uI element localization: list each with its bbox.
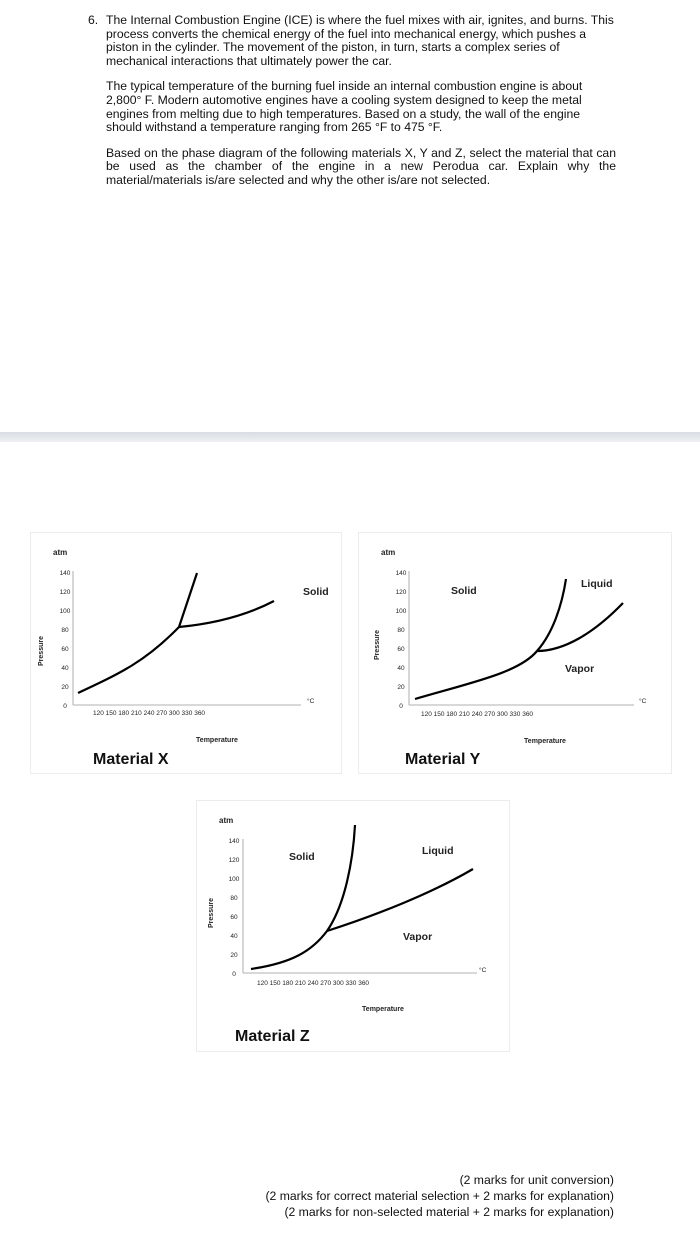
y-tick: 60 <box>230 914 238 921</box>
y-axis-ticks <box>396 570 407 710</box>
question-paragraph-3: Based on the phase diagram of the following materials X, Y and Z, select the material that can be used as the chamber of the engine in a new Perodua car. Explain why the material/materials is/are selected and why the other is/are not selected. <box>106 145 616 187</box>
x-axis-label: Temperature <box>196 737 238 744</box>
solid-region-label: Solid <box>303 586 329 598</box>
solid-boundary-curve <box>78 573 197 693</box>
solid-region-label: Solid <box>289 851 315 863</box>
y-tick: 40 <box>61 665 69 672</box>
x-unit: °C <box>307 698 315 705</box>
y-tick: 0 <box>63 703 67 710</box>
y-tick: 20 <box>61 684 69 691</box>
x-axis-label: Temperature <box>524 738 566 745</box>
y-tick: 120 <box>59 589 71 596</box>
liquid-region-label: Liquid <box>581 578 613 590</box>
marks-line-3: (2 marks for non-selected material + 2 marks for explanation) <box>284 1205 614 1219</box>
y-axis-ticks <box>60 570 71 710</box>
y-unit: atm <box>219 816 234 825</box>
question-block <box>88 14 616 200</box>
solid-region-label: Solid <box>451 585 477 597</box>
y-tick: 100 <box>395 608 407 615</box>
y-unit: atm <box>53 548 68 557</box>
y-tick: 0 <box>232 971 236 978</box>
y-axis-label: Pressure <box>38 636 45 666</box>
x-axis-ticks: 120 150 180 210 240 270 300 330 360 <box>93 710 206 717</box>
y-unit: atm <box>381 548 396 557</box>
phase-diagram-material-z <box>196 800 510 1052</box>
material-z-title: Material Z <box>235 1028 310 1045</box>
marks-line-1: (2 marks for unit conversion) <box>459 1173 614 1187</box>
y-axis-label: Pressure <box>374 630 381 660</box>
y-tick: 120 <box>228 857 240 864</box>
y-tick: 80 <box>61 627 69 634</box>
solid-boundary-curve <box>251 825 355 969</box>
y-tick: 0 <box>399 703 403 710</box>
y-tick: 40 <box>397 665 405 672</box>
y-tick: 120 <box>395 589 407 596</box>
y-tick: 20 <box>397 684 405 691</box>
y-axis-label: Pressure <box>208 898 215 928</box>
x-unit: °C <box>639 698 647 705</box>
upper-boundary-curve <box>179 601 274 627</box>
y-axis-ticks <box>229 838 240 978</box>
x-unit: °C <box>479 967 487 974</box>
vapor-region-label: Vapor <box>565 663 595 675</box>
liquid-region-label: Liquid <box>422 845 454 857</box>
y-tick: 140 <box>59 570 71 577</box>
solid-boundary-curve <box>415 579 566 699</box>
material-x-title: Material X <box>93 751 169 768</box>
question-paragraph-1: The Internal Combustion Engine (ICE) is where the fuel mixes with air, ignites, and burns. This process converts the chemical energy of the fuel into mechanical energy, which pushes a piston in the cylinder. The movement of the piston, in turn, starts a complex series of mechanical interactions that ultimately power the car. <box>106 13 614 68</box>
x-axis-ticks: 120 150 180 210 240 270 300 330 360 <box>257 980 370 987</box>
y-tick: 100 <box>59 608 71 615</box>
vapor-region-label: Vapor <box>403 931 433 943</box>
y-tick: 100 <box>228 876 240 883</box>
y-tick: 140 <box>228 838 240 845</box>
marks-allocation <box>266 1172 615 1220</box>
y-tick: 80 <box>397 627 405 634</box>
page-divider <box>0 432 700 442</box>
liquid-vapor-curve <box>537 603 623 651</box>
y-tick: 60 <box>397 646 405 653</box>
question-number: 6. <box>88 13 99 27</box>
y-tick: 80 <box>230 895 238 902</box>
material-y-title: Material Y <box>405 751 481 768</box>
x-axis-label: Temperature <box>362 1006 404 1013</box>
question-paragraph-2: The typical temperature of the burning fuel inside an internal combustion engine is about 2,800° F. Modern automotive engines have a cooling system designed to keep the metal engines from melting due to high temperatures. Based on a study, the wall of the engine should withstand a temperature ranging from 265 °F to 475 °F. <box>106 79 583 135</box>
y-tick: 140 <box>395 570 407 577</box>
phase-diagram-material-x <box>30 532 342 774</box>
y-tick: 20 <box>230 952 238 959</box>
phase-diagram-material-y <box>358 532 672 774</box>
y-tick: 60 <box>61 646 69 653</box>
y-tick: 40 <box>230 933 238 940</box>
x-axis-ticks: 120 150 180 210 240 270 300 330 360 <box>421 711 534 718</box>
marks-line-2: (2 marks for correct material selection + 2 marks for explanation) <box>265 1189 614 1203</box>
